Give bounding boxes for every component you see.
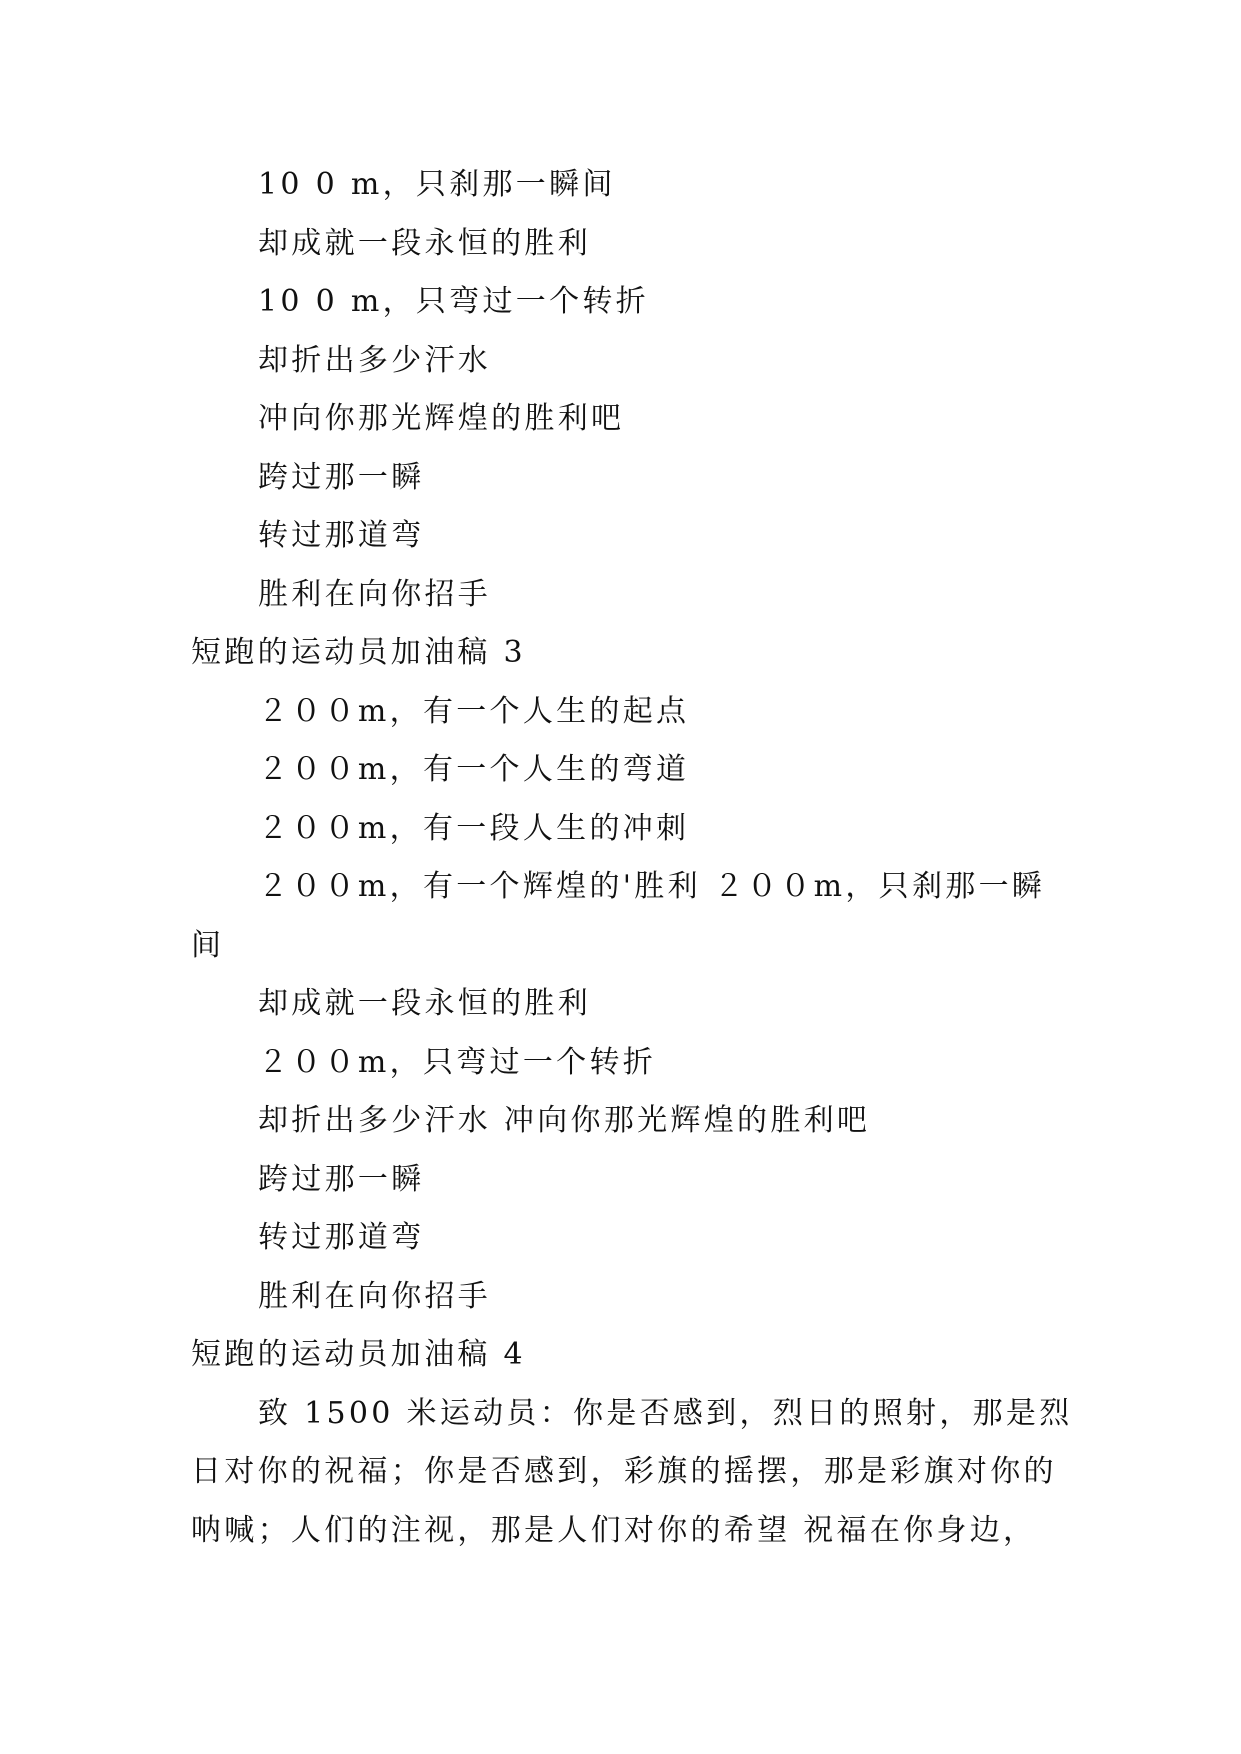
section-3	[191, 624, 1071, 1326]
paragraph-line: 日对你的祝福；你是否感到，彩旗的摇摆，那是彩旗对你的	[191, 1454, 1057, 1489]
text-line: 却成就一段永恒的胜利	[258, 986, 591, 1021]
text-line: 转过那道弯	[258, 1220, 425, 1255]
section-heading: 短跑的运动员加油稿 4	[191, 1337, 526, 1372]
poem-continuation	[191, 156, 1071, 624]
text-line: 冲向你那光辉煌的胜利吧	[258, 401, 625, 436]
section-4	[191, 1326, 1071, 1560]
text-line: 却成就一段永恒的胜利	[258, 225, 591, 261]
text-line: ２００m，有一个人生的弯道	[258, 752, 690, 787]
text-line: 跨过那一瞬	[258, 459, 425, 495]
text-line: 10 0 m，只刹那一瞬间	[258, 167, 616, 202]
text-line: ２００m，有一段人生的冲刺	[258, 810, 690, 846]
text-line: 10 0 m，只弯过一个转折	[258, 284, 649, 319]
text-line: 胜利在向你招手	[258, 576, 492, 612]
text-line: ２００m，有一个人生的起点	[258, 693, 690, 729]
text-line: 却折出多少汗水	[258, 342, 492, 378]
paragraph-line: 呐喊；人们的注视，那是人们对你的希望 祝福在你身边，	[191, 1512, 1037, 1548]
text-line: ２００m，只弯过一个转折	[258, 1044, 657, 1080]
text-line: 跨过那一瞬	[258, 1161, 425, 1197]
text-line: 转过那道弯	[258, 518, 425, 553]
document-body	[191, 156, 1071, 1560]
text-line-continuation: 间	[191, 927, 225, 963]
text-line: ２００m，有一个辉煌的'胜利 ２００m，只刹那一瞬	[258, 869, 1046, 904]
paragraph-line: 致 1500 米运动员：你是否感到，烈日的照射，那是烈	[258, 1395, 1073, 1431]
section-heading: 短跑的运动员加油稿 3	[191, 635, 526, 670]
text-line: 胜利在向你招手	[258, 1278, 492, 1314]
text-line: 却折出多少汗水 冲向你那光辉煌的胜利吧	[258, 1103, 871, 1138]
